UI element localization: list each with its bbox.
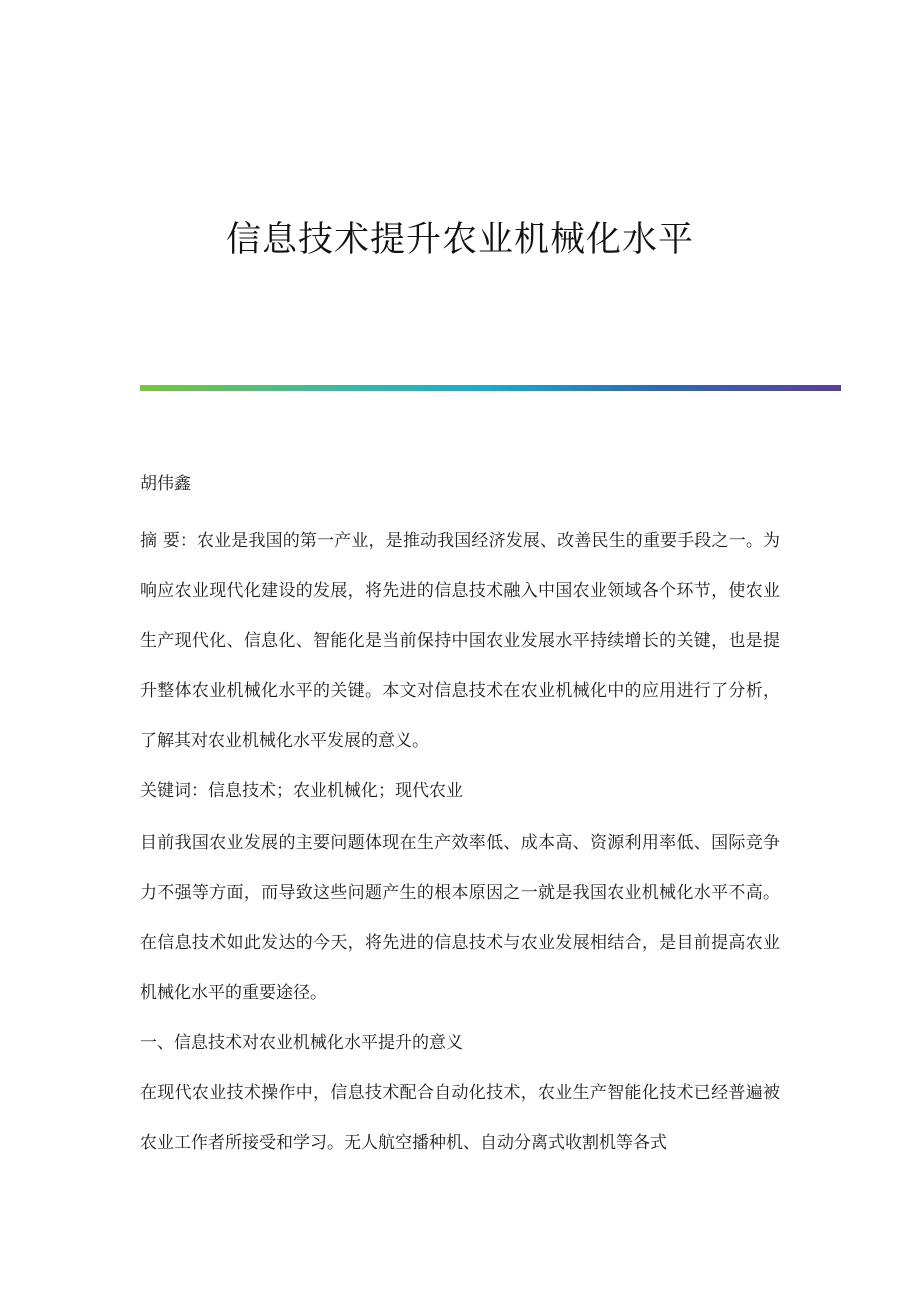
title-divider-bar	[140, 385, 841, 391]
keywords-line: 关键词：信息技术；农业机械化；现代农业	[140, 781, 463, 801]
section-paragraph: 在现代农业技术操作中，信息技术配合自动化技术，农业生产智能化技术已经普遍被农业工作者所接受和学习。无人航空播种机、自动分离式收割机等各式	[140, 1083, 780, 1153]
author-name: 胡伟鑫	[140, 474, 191, 494]
document-title: 信息技术提升农业机械化水平	[225, 220, 694, 260]
intro-paragraph: 目前我国农业发展的主要问题体现在生产效率低、成本高、资源利用率低、国际竞争力不强等方面，而导致这些问题产生的根本原因之一就是我国农业机械化水平不高。在信息技术如此发达的今天，将先进的信息技术与农业发展相结合，是目前提高农业机械化水平的重要途径。	[140, 833, 780, 1003]
section-heading: 一、信息技术对农业机械化水平提升的意义	[140, 1033, 463, 1053]
abstract-paragraph: 摘 要：农业是我国的第一产业，是推动我国经济发展、改善民生的重要手段之一。为响应农业现代化建设的发展，将先进的信息技术融入中国农业领域各个环节，使农业生产现代化、信息化、智能化是当前保持中国农业发展水平持续增长的关键，也是提升整体农业机械化水平的关键。本文对信息技术在农业机械化中的应用进行了分析，了解其对农业机械化水平发展的意义。	[140, 531, 780, 751]
